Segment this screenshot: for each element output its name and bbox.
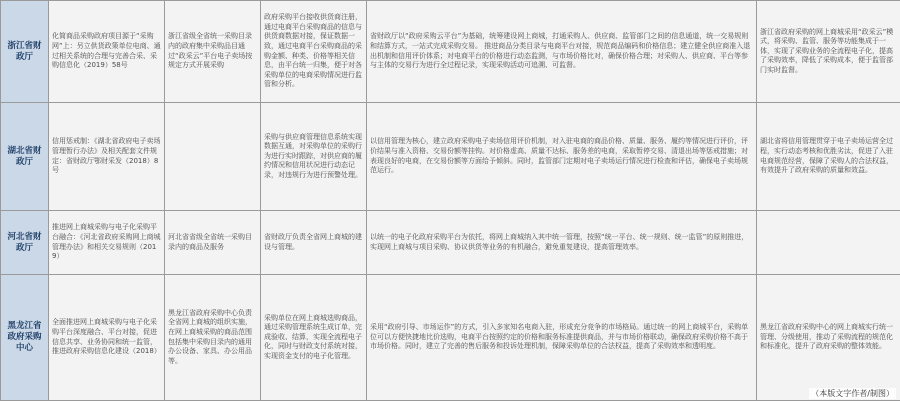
scope-cell: 黑龙江省政府采购中心负责全省网上商城的组织实施，在网上商城采购的商品范围包括集中采购目录内的通用办公设备、家具、办公用品等。 bbox=[165, 275, 261, 401]
table-row-hubei bbox=[1, 103, 900, 211]
highlight-cell: 黑龙江省政府采购中心的网上商城实行统一管理、分级使用，推动了采购流程的规范化和标准化，提升了政府采购的整体效能。 bbox=[757, 275, 900, 401]
policy-cell: 化简商品采购政府项目源于“采购网”上：另立供货政策单位电商、通过相关系统的合理与完善合采、采购信息化（2019）58号 bbox=[49, 1, 165, 103]
platform-cell: 政府采购平台接收供货商注册，通过电商平台采购商品的信息与供货商数据对接，保证数据一致，通过电商平台采购商品的采购金额、种类、价格等相关信息，由平台统一归集，便于对各采购单位的电商采购情况进行监管和分析。 bbox=[261, 1, 367, 103]
table-row-zhejiang bbox=[1, 1, 900, 103]
policy-cell: 全面推进网上商城采购与电子化采购平台深度融合、平台对接，促进信息共享、业务协同和统一监管，推进政府采购信息化建设（2018） bbox=[49, 275, 165, 401]
region-cell: 黑龙江省政府采购中心 bbox=[1, 275, 49, 401]
platform-cell: 采购与供应商管理信息系统实现数据互通，对采购单位的采购行为进行实时跟踪，对供应商的履约情况和信用状况进行动态记录，对违规行为进行预警处理。 bbox=[261, 103, 367, 211]
highlight-cell: 湖北省将信用管理贯穿于电子卖场运营全过程，实行动态考核和优胜劣汰，促进了入驻电商规范经营，保障了采购人的合法权益，有效提升了政府采购的质量和效益。 bbox=[757, 103, 900, 211]
platform-cell: 采购单位在网上商城选购商品，通过采购管理系统生成订单，完成验收、结算，实现全流程电子化，同时与财政支付系统对接，实现资金支付的电子化管理。 bbox=[261, 275, 367, 401]
scope-cell: 河北省省级全省统一采购目录内的商品及服务 bbox=[165, 211, 261, 275]
footer-note: （本版文字作者/制图） bbox=[811, 389, 894, 398]
region-cell: 河北省财政厅 bbox=[1, 211, 49, 275]
table-row-heilongjiang bbox=[1, 275, 900, 401]
highlight-cell: 浙江省政府采购的网上商城采用“政采云”模式，将采购、监管、服务等功能集成于一体，实现了采购业务的全流程电子化，提高了采购效率，降低了采购成本，便于监管部门实时监督。 bbox=[757, 1, 900, 103]
scope-cell bbox=[165, 103, 261, 211]
practice-cell: 以统一的电子化政府采购平台为依托，将网上商城纳入其中统一管理，按照“统一平台、统一规则、统一监管”的原则推进，实现网上商城与项目采购、协议供货等业务的有机融合，避免重复建设，提高管理效率。 bbox=[367, 211, 757, 275]
scope-cell: 浙江省级全省统一采购目录内的政府集中采购品目通过“政采云”平台电子卖场按规定方式开展采购 bbox=[165, 1, 261, 103]
practice-cell: 省财政厅以“政府采购云平台”为基础，统筹建设网上商城，打通采购人、供应商、监管部门之间的信息通道，统一交易规则和结算方式，一站式完成采购交易。 推进商品分类目录与电商平台对接，规范商品编码和价格信息；建立健全供应商准入退出机制和信用评价体系；对电商平台的价格进行动态监测，与市场价格比对，确保价格合理；对采购人、供应商、平台等参与主体的交易行为进行全过程记录，实现采购活动可追溯、可监督。 bbox=[367, 1, 757, 103]
policy-cell: 推进网上商城采购与电子化采购平台融合：《河北省政府采购网上商城管理办法》和相关交易规则（2019） bbox=[49, 211, 165, 275]
practice-cell: 以信用管理为核心，建立政府采购电子卖场信用评价机制，对入驻电商的商品价格、质量、服务、履约等情况进行评价，评价结果与准入资格、交易份额等挂钩。对价格虚高、质量不达标、服务差的电商，采取暂停交易、清退出场等惩戒措施；对表现良好的电商，在交易份额等方面给予倾斜。同时，监管部门定期对电子卖场运行情况进行检查和评估，确保电子卖场规范运行。 bbox=[367, 103, 757, 211]
practice-cell: 采用“政府引导、市场运作”的方式，引入多家知名电商入驻，形成充分竞争的市场格局。通过统一的网上商城平台，采购单位可以方便快捷地比价选购，电商平台按照约定的价格和服务标准提供商品，并与市场价格联动，确保政府采购价格不高于市场价格。同时，建立了完善的售后服务和投诉处理机制，保障采购单位的合法权益，提高了采购效率和透明度。 bbox=[367, 275, 757, 401]
table-row-hebei bbox=[1, 211, 900, 275]
highlight-cell bbox=[757, 211, 900, 275]
policy-cell: 信用惩戒制：《湖北省政府电子卖场管理暂行办法》及相关配套文件规定：省财政厅鄂财采发（2018）8号 bbox=[49, 103, 165, 211]
region-cell: 浙江省财政厅 bbox=[1, 1, 49, 103]
region-cell: 湖北省财政厅 bbox=[1, 103, 49, 211]
platform-cell: 省财政厅负责全省网上商城的建设与管理。 bbox=[261, 211, 367, 275]
